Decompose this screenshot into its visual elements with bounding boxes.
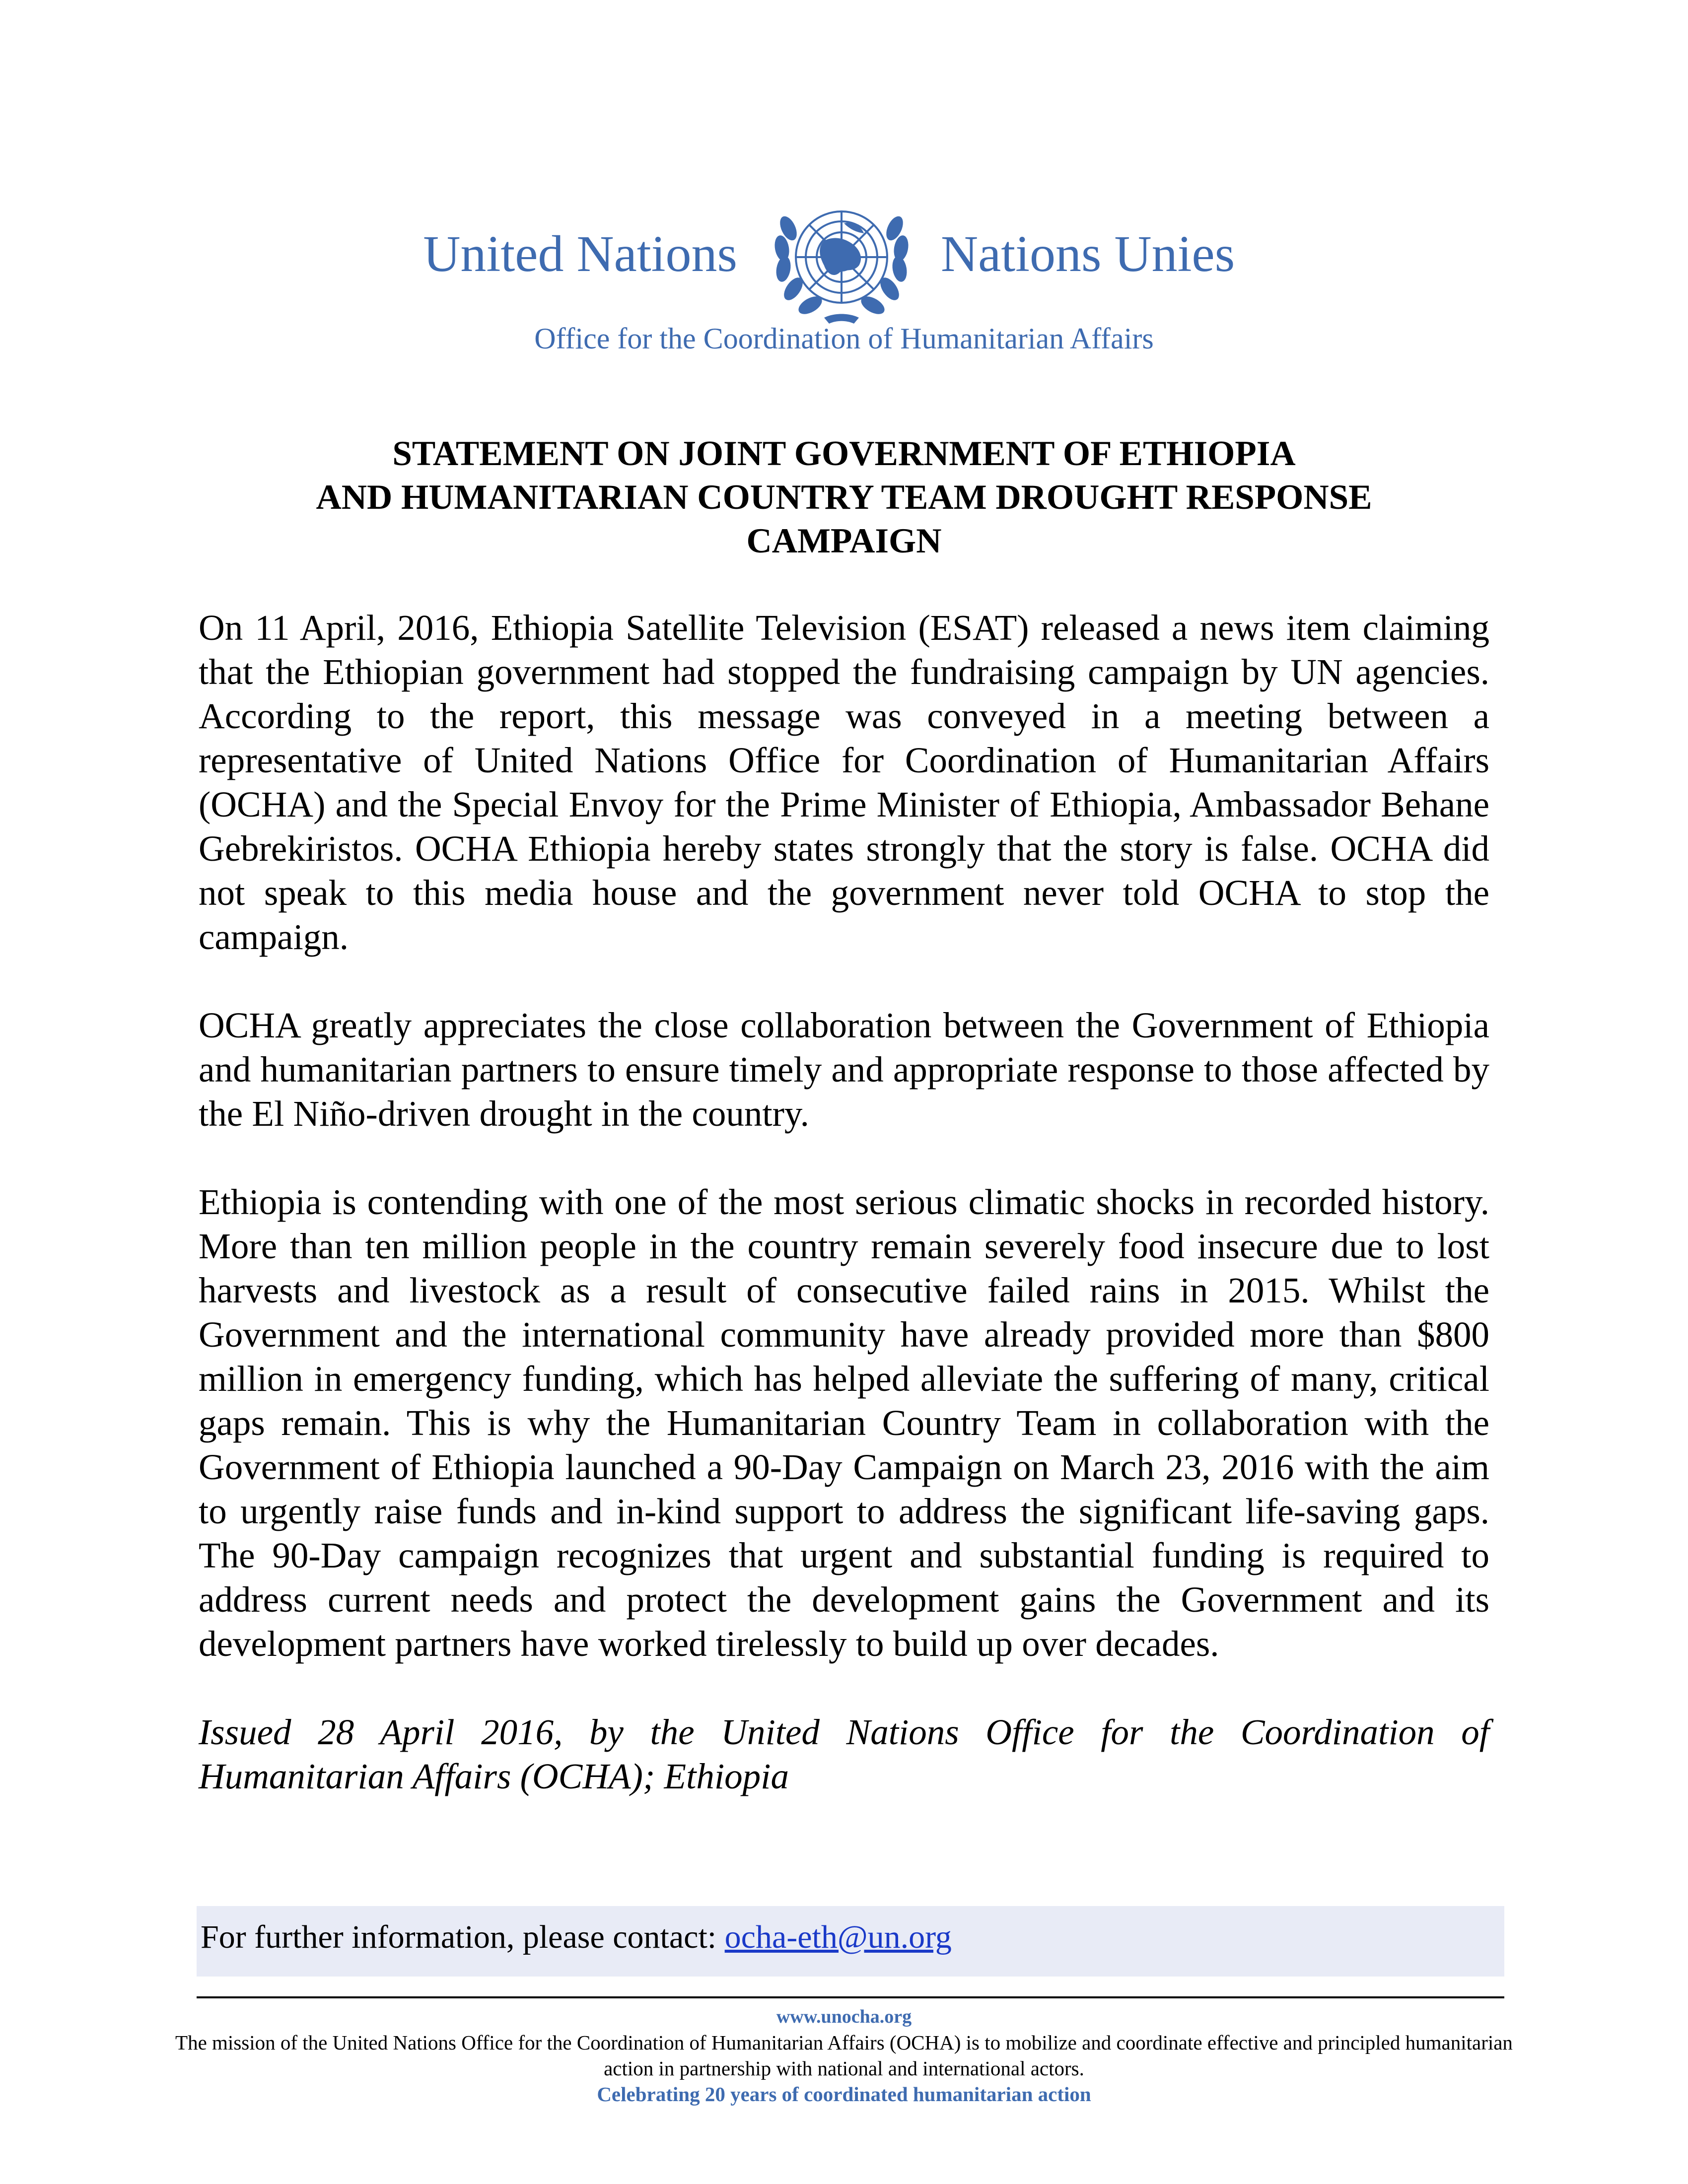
footer-mission-statement: The mission of the United Nations Office for the Coordination of Humanitarian Affairs (OCHA) is to mobilize and coordinate effective and principled humanitarian action in partnership with national and international actors. xyxy=(175,2031,1513,2080)
footer xyxy=(149,2004,1539,2107)
footer-website-link[interactable]: www.unocha.org xyxy=(776,2006,912,2027)
letterhead xyxy=(0,194,1688,372)
contact-email-link[interactable]: ocha-eth@un.org xyxy=(724,1919,952,1955)
footer-tagline: Celebrating 20 years of coordinated humanitarian action xyxy=(597,2083,1091,2106)
title-line: CAMPAIGN xyxy=(746,522,942,560)
body-paragraph: OCHA greatly appreciates the close collaboration between the Government of Ethiopia and humanitarian partners to ensure timely and appropriate response to those affected by the El Niño-driven drought in the country. xyxy=(199,1005,1489,1134)
contact-line xyxy=(201,1921,952,1954)
footer-divider xyxy=(197,1996,1504,1998)
body-paragraph: On 11 April, 2016, Ethiopia Satellite Television (ESAT) released a news item claiming that the Ethiopian government had stopped the fundraising campaign by UN agencies. According to the report, this message was conveyed in a meeting between a representative of United Nations Office for Coordination of Humanitarian Affairs (OCHA) and the Special Envoy for the Prime Minister of Ethiopia, Ambassador Behane Gebrekiristos. OCHA Ethiopia hereby states strongly that the story is false. OCHA did not speak to this media house and the government never told OCHA to stop the campaign. xyxy=(199,608,1489,957)
letterhead-office-name: Office for the Coordination of Humanitarian Affairs xyxy=(534,322,1154,355)
un-emblem-icon xyxy=(765,194,918,333)
contact-label: For further information, please contact: xyxy=(201,1919,725,1955)
statement-body xyxy=(199,606,1489,1843)
letterhead-name-french: Nations Unies xyxy=(941,225,1235,282)
contact-box xyxy=(197,1906,1504,1977)
body-paragraph: Ethiopia is contending with one of the most serious climatic shocks in recorded history. More than ten million people in the country remain severely food insecure due to lost harvests and livestock as a result of consecutive failed rains in 2015. Whilst the Government and the international community have already provided more than $800 million in emergency funding, which has helped alleviate the suffering of many, critical gaps remain. This is why the Humanitarian Country Team in collaboration with the Government of Ethiopia launched a 90-Day Campaign on March 23, 2016 with the aim to urgently raise funds and in-kind support to address the significant life-saving gaps. The 90-Day campaign recognizes that urgent and substantial funding is required to address current needs and protect the development gains the Government and its development partners have worked tirelessly to build up over decades. xyxy=(199,1182,1489,1664)
letterhead-name-english: United Nations xyxy=(423,225,737,282)
title-line: AND HUMANITARIAN COUNTRY TEAM DROUGHT RESPONSE xyxy=(316,478,1372,517)
issued-statement: Issued 28 April 2016, by the United Nations Office for the Coordination of Humanitarian Affairs (OCHA); Ethiopia xyxy=(199,1712,1489,1796)
title-line: STATEMENT ON JOINT GOVERNMENT OF ETHIOPIA xyxy=(392,434,1296,473)
statement-title xyxy=(199,432,1489,563)
